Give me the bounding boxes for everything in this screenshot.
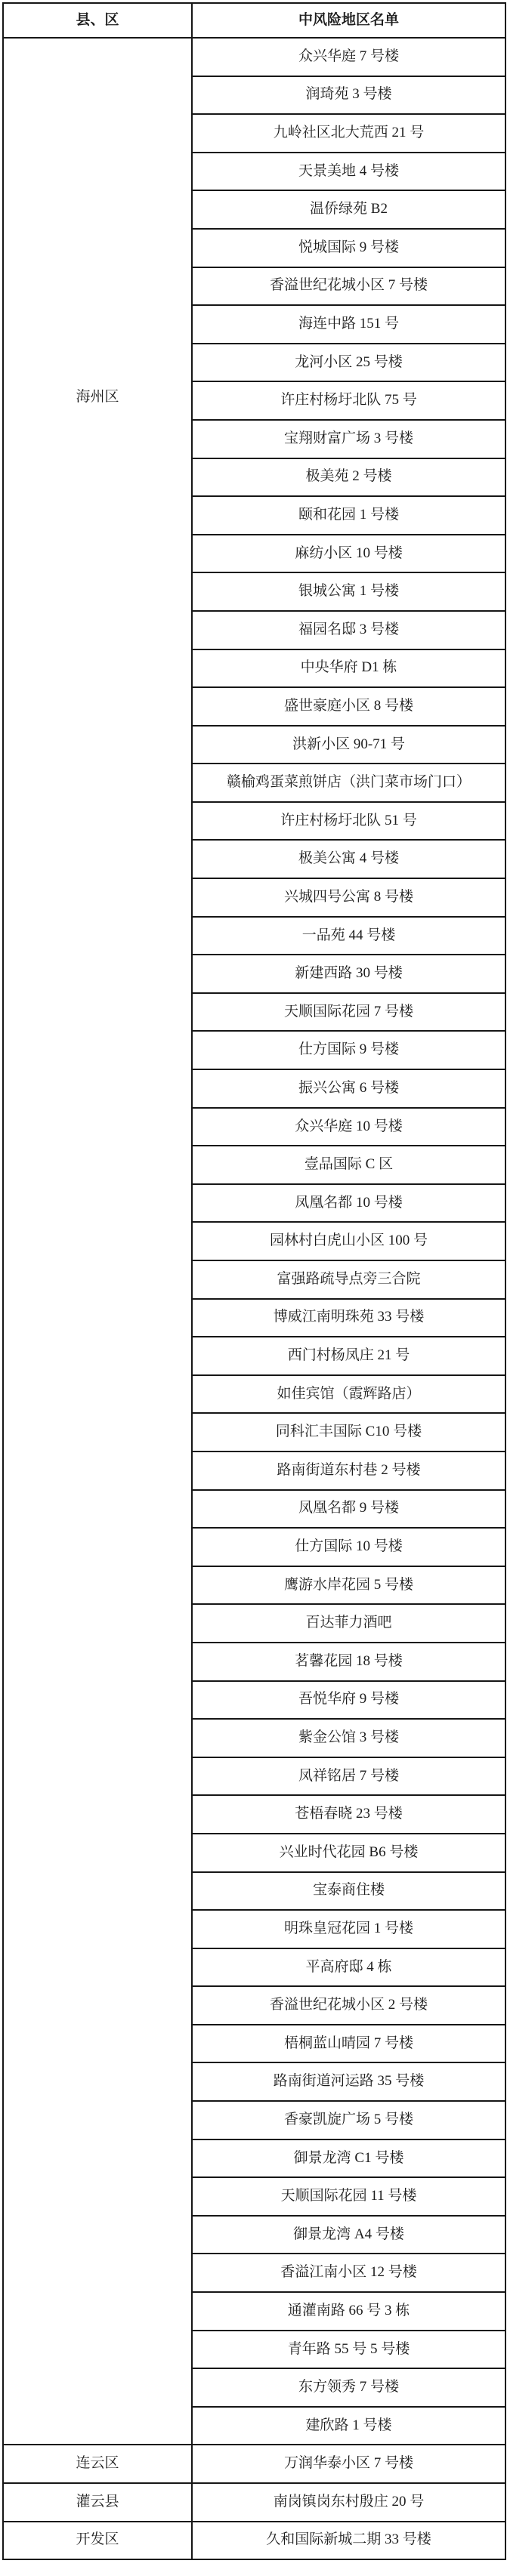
area-cell: 园林村白虎山小区 100 号: [192, 1222, 505, 1260]
area-cell: 御景龙湾 A4 号楼: [192, 2216, 505, 2254]
table-row: [3, 2522, 505, 2560]
area-cell: 御景龙湾 C1 号楼: [192, 2139, 505, 2178]
area-cell: 许庄村杨圩北队 75 号: [192, 381, 505, 420]
district-cell: [3, 2445, 192, 2483]
district-cell: [3, 2522, 192, 2560]
area-cell: 极美苑 2 号楼: [192, 458, 505, 497]
district-cell: [3, 38, 192, 2445]
area-cell: 香豪凯旋广场 5 号楼: [192, 2101, 505, 2139]
area-cell: 九岭社区北大荒西 21 号: [192, 114, 505, 153]
area-cell: 南岗镇岗东村殷庄 20 号: [192, 2483, 505, 2522]
area-cell: 天顺国际花园 11 号楼: [192, 2177, 505, 2216]
area-cell: 兴业时代花园 B6 号楼: [192, 1834, 505, 1872]
area-cell: 洪新小区 90-71 号: [192, 726, 505, 764]
district-label: 灌云县: [76, 2493, 119, 2510]
table-row: [3, 38, 505, 76]
area-cell: 如佳宾馆（霞辉路店）: [192, 1375, 505, 1414]
area-cell: 润琦苑 3 号楼: [192, 76, 505, 115]
area-cell: 鹰游水岸花园 5 号楼: [192, 1566, 505, 1605]
area-cell: 颐和花园 1 号楼: [192, 496, 505, 535]
area-cell: 吾悦华府 9 号楼: [192, 1681, 505, 1720]
area-cell: 梧桐蓝山晴园 7 号楼: [192, 2025, 505, 2063]
area-cell: 众兴华庭 10 号楼: [192, 1108, 505, 1146]
area-cell: 福园名邸 3 号楼: [192, 611, 505, 649]
area-cell: 悦城国际 9 号楼: [192, 229, 505, 267]
area-cell: 壹品国际 C 区: [192, 1146, 505, 1184]
area-cell: 西门村杨凤庄 21 号: [192, 1337, 505, 1375]
area-cell: 路南街道河运路 35 号楼: [192, 2062, 505, 2101]
area-cell: 建欣路 1 号楼: [192, 2407, 505, 2445]
area-cell: 兴城四号公寓 8 号楼: [192, 878, 505, 917]
area-cell: 中央华府 D1 栋: [192, 649, 505, 688]
area-cell: 路南街道东村巷 2 号楼: [192, 1452, 505, 1490]
area-cell: 银城公寓 1 号楼: [192, 572, 505, 611]
area-cell: 龙河小区 25 号楼: [192, 344, 505, 382]
table-row: [3, 2483, 505, 2522]
area-cell: 振兴公寓 6 号楼: [192, 1069, 505, 1108]
area-cell: 香溢江南小区 12 号楼: [192, 2254, 505, 2292]
risk-area-table: [2, 2, 506, 2560]
area-cell: 百达菲力酒吧: [192, 1604, 505, 1643]
area-cell: 茗馨花园 18 号楼: [192, 1643, 505, 1681]
area-cell: 仕方国际 9 号楼: [192, 1031, 505, 1069]
area-cell: 通灌南路 66 号 3 栋: [192, 2292, 505, 2331]
area-cell: 同科汇丰国际 C10 号楼: [192, 1413, 505, 1452]
area-cell: 青年路 55 号 5 号楼: [192, 2331, 505, 2369]
area-cell: 紫金公馆 3 号楼: [192, 1719, 505, 1757]
area-cell: 仕方国际 10 号楼: [192, 1528, 505, 1566]
area-cell: 赣榆鸡蛋菜煎饼店（洪门菜市场门口）: [192, 764, 505, 802]
area-cell: 许庄村杨圩北队 51 号: [192, 802, 505, 841]
area-cell: 新建西路 30 号楼: [192, 955, 505, 993]
area-cell: 海连中路 151 号: [192, 305, 505, 344]
header-county-district: 县、区: [3, 3, 192, 38]
area-cell: 宝泰商住楼: [192, 1872, 505, 1911]
district-label: 海州区: [76, 389, 119, 405]
area-cell: 一品苑 44 号楼: [192, 917, 505, 955]
area-cell: 久和国际新城二期 33 号楼: [192, 2522, 505, 2560]
area-cell: 苍梧春晓 23 号楼: [192, 1795, 505, 1834]
header-risk-list: 中风险地区名单: [192, 3, 505, 38]
area-cell: 万润华泰小区 7 号楼: [192, 2445, 505, 2483]
area-cell: 博威江南明珠苑 33 号楼: [192, 1299, 505, 1337]
table-row: [3, 2445, 505, 2483]
header-row: [3, 3, 505, 38]
area-cell: 极美公寓 4 号楼: [192, 840, 505, 878]
area-cell: 东方领秀 7 号楼: [192, 2368, 505, 2407]
area-cell: 平高府邸 4 栋: [192, 1948, 505, 1987]
area-cell: 香溢世纪花城小区 2 号楼: [192, 1986, 505, 2025]
area-cell: 明珠皇冠花园 1 号楼: [192, 1910, 505, 1948]
area-cell: 香溢世纪花城小区 7 号楼: [192, 267, 505, 306]
area-cell: 麻纺小区 10 号楼: [192, 535, 505, 573]
area-cell: 凤凰名都 9 号楼: [192, 1490, 505, 1529]
area-cell: 富强路疏导点旁三合院: [192, 1260, 505, 1299]
area-cell: 温侨绿苑 B2: [192, 190, 505, 229]
area-cell: 凤凰名都 10 号楼: [192, 1184, 505, 1223]
area-cell: 宝翔财富广场 3 号楼: [192, 420, 505, 458]
area-cell: 天景美地 4 号楼: [192, 153, 505, 191]
district-label: 开发区: [76, 2531, 119, 2548]
area-cell: 盛世豪庭小区 8 号楼: [192, 687, 505, 726]
district-label: 连云区: [76, 2455, 119, 2472]
area-cell: 众兴华庭 7 号楼: [192, 38, 505, 76]
area-cell: 凤祥铭居 7 号楼: [192, 1757, 505, 1796]
district-cell: [3, 2483, 192, 2522]
area-cell: 天顺国际花园 7 号楼: [192, 993, 505, 1032]
